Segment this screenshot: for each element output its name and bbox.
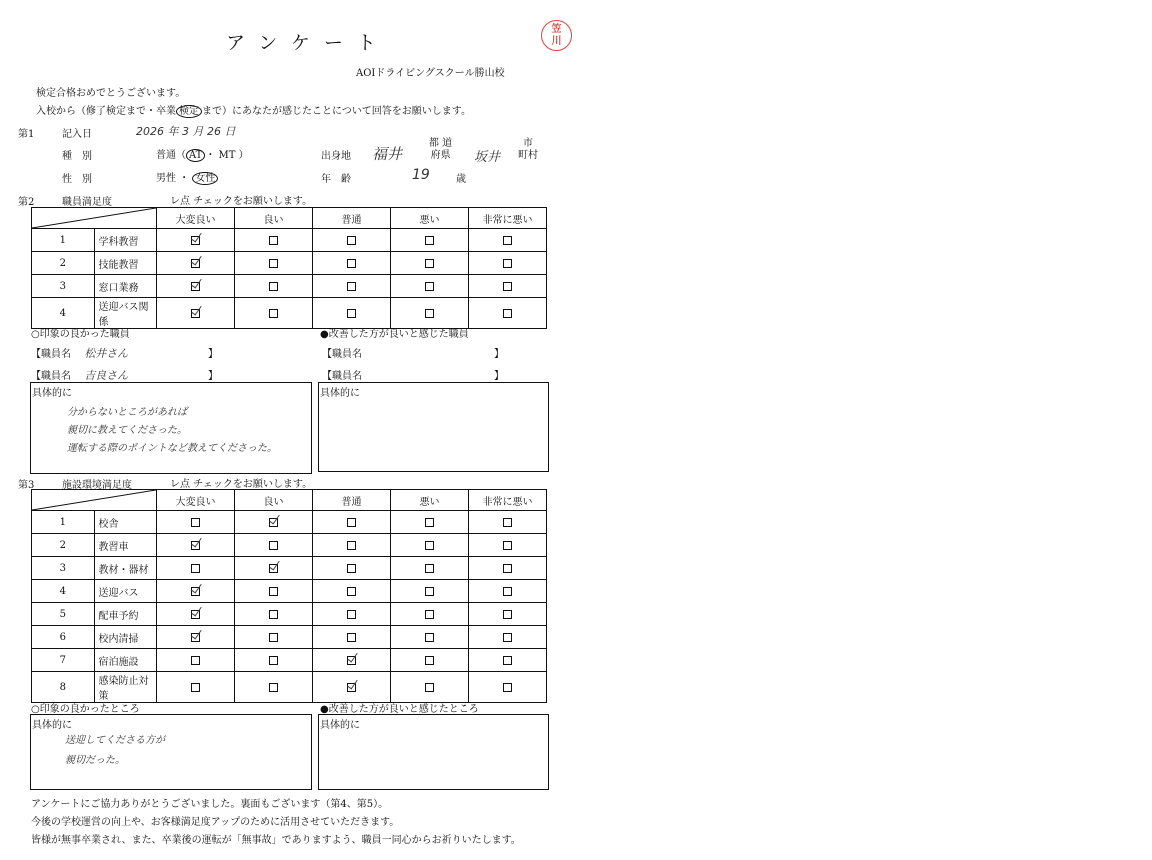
intro-circled-option: 検定 — [176, 105, 202, 118]
table-corner — [32, 490, 157, 511]
checkbox[interactable] — [425, 541, 434, 550]
facility-bad-details-box — [318, 714, 549, 790]
row-number: 3 — [32, 275, 95, 298]
table-row — [32, 557, 547, 580]
details-label: 具体的に — [32, 388, 72, 399]
rating-cell[interactable] — [157, 511, 235, 534]
age-unit: 歳 — [456, 174, 466, 185]
col-header: 非常に悪い — [469, 490, 547, 511]
checkbox[interactable] — [503, 610, 512, 619]
staff-label: 【職員名 — [31, 371, 71, 382]
checked-checkbox[interactable] — [191, 541, 200, 550]
checkbox[interactable] — [503, 587, 512, 596]
section3-bad-heading: ●改善した方が良いと感じたところ — [320, 704, 479, 715]
row-number: 1 — [32, 511, 95, 534]
row-label: 配車予約 — [94, 603, 157, 626]
pref-unit-bottom: 府県 — [430, 150, 451, 161]
footer-line2: 今後の学校運営の向上や、お客様満足度アップのために活用させていただきます。 — [31, 817, 400, 828]
row-label: 感染防止対策 — [94, 672, 157, 703]
checkbox[interactable] — [425, 518, 434, 527]
rating-cell[interactable] — [469, 580, 547, 603]
checkbox[interactable] — [347, 610, 356, 619]
good-staff-name: 吉良さん — [84, 369, 129, 382]
checkbox[interactable] — [425, 236, 434, 245]
checked-checkbox[interactable] — [347, 683, 356, 692]
details-line: 送迎してくださる方が — [65, 735, 165, 746]
rating-cell[interactable] — [235, 229, 313, 252]
row-label: 校舎 — [94, 511, 157, 534]
checkbox[interactable] — [425, 259, 434, 268]
checkbox[interactable] — [503, 518, 512, 527]
checkbox[interactable] — [425, 564, 434, 573]
rating-cell[interactable] — [469, 649, 547, 672]
rating-cell[interactable] — [469, 298, 547, 329]
row-label: 技能教習 — [94, 252, 157, 275]
rating-cell[interactable] — [469, 603, 547, 626]
rating-cell[interactable] — [469, 557, 547, 580]
checkbox[interactable] — [503, 656, 512, 665]
intro-line2-post: まで）にあなたが感じたことについて回答をお願いします。 — [202, 106, 471, 117]
section3-instruction: レ点 チェックをお願いします。 — [170, 479, 313, 490]
checked-checkbox[interactable] — [191, 282, 200, 291]
section2-title: 職員満足度 — [62, 197, 112, 208]
rating-cell[interactable] — [469, 672, 547, 703]
section1-label: 第1 — [18, 129, 35, 140]
checked-checkbox[interactable] — [191, 236, 200, 245]
rating-cell[interactable] — [391, 603, 469, 626]
rating-cell[interactable] — [391, 252, 469, 275]
intro-line1: 検定合格おめでとうございます。 — [36, 88, 186, 99]
section2-bad-heading: ●改善した方が良いと感じた職員 — [320, 329, 469, 340]
checked-checkbox[interactable] — [269, 564, 278, 573]
rating-cell[interactable] — [313, 672, 391, 703]
staff-satisfaction-table — [31, 207, 547, 329]
row-label: 教習車 — [94, 534, 157, 557]
details-label: 具体的に — [320, 720, 360, 731]
rating-cell[interactable] — [157, 252, 235, 275]
rating-cell[interactable] — [391, 275, 469, 298]
checkbox[interactable] — [269, 633, 278, 642]
checked-checkbox[interactable] — [191, 610, 200, 619]
bad-staff-line-1: 【職員名 — [322, 349, 362, 360]
gender-pre: 男性 ・ — [156, 173, 190, 184]
rating-cell[interactable] — [235, 252, 313, 275]
rating-cell[interactable] — [313, 603, 391, 626]
rating-cell[interactable] — [235, 649, 313, 672]
gender-circled-option: 女性 — [192, 172, 218, 185]
gender-options — [156, 169, 218, 184]
seal-stamp-text: 笠川 — [551, 23, 562, 47]
col-header: 悪い — [391, 208, 469, 229]
checkbox[interactable] — [425, 656, 434, 665]
rating-cell[interactable] — [391, 298, 469, 329]
type-post: ・ MT ） — [205, 150, 249, 161]
details-line: 運転する際のポイントなど教えてくださった。 — [67, 443, 277, 454]
checkbox[interactable] — [347, 236, 356, 245]
origin-label: 出身地 — [321, 151, 351, 162]
age-label: 年 齢 — [321, 174, 351, 185]
section2-label: 第2 — [18, 197, 35, 208]
rating-cell[interactable] — [157, 603, 235, 626]
row-number: 4 — [32, 298, 95, 329]
col-header: 悪い — [391, 490, 469, 511]
col-header: 大変良い — [157, 208, 235, 229]
rating-cell[interactable] — [157, 649, 235, 672]
row-label: 送迎バス — [94, 580, 157, 603]
checkbox[interactable] — [347, 541, 356, 550]
rating-cell[interactable] — [235, 672, 313, 703]
checkbox[interactable] — [191, 518, 200, 527]
staff-close: 】 — [494, 371, 504, 382]
origin-pref-unit — [429, 138, 452, 162]
checkbox[interactable] — [191, 683, 200, 692]
checkbox[interactable] — [503, 309, 512, 318]
checkbox[interactable] — [347, 518, 356, 527]
rating-cell[interactable] — [235, 603, 313, 626]
row-number: 4 — [32, 580, 95, 603]
rating-cell[interactable] — [313, 626, 391, 649]
rating-cell[interactable] — [313, 298, 391, 329]
col-header: 非常に悪い — [469, 208, 547, 229]
gender-label: 性 別 — [62, 174, 92, 185]
staff-good-details-box — [30, 382, 312, 474]
checkbox[interactable] — [347, 633, 356, 642]
rating-cell[interactable] — [235, 557, 313, 580]
pref-unit-top: 都 道 — [429, 138, 453, 149]
staff-close: 】 — [208, 349, 218, 360]
age-value: 19 — [412, 167, 430, 183]
row-label: 学科教習 — [94, 229, 157, 252]
rating-cell[interactable] — [157, 557, 235, 580]
rating-cell[interactable] — [157, 580, 235, 603]
rating-cell[interactable] — [235, 534, 313, 557]
rating-cell[interactable] — [235, 511, 313, 534]
rating-cell[interactable] — [313, 580, 391, 603]
checkbox[interactable] — [269, 309, 278, 318]
staff-bad-details-box — [318, 382, 549, 472]
rating-cell[interactable] — [235, 580, 313, 603]
page-title: アンケート — [226, 32, 390, 54]
intro-line2-pre: 入校から（修了検定まで・卒業 — [36, 106, 176, 117]
col-header: 大変良い — [157, 490, 235, 511]
details-label: 具体的に — [320, 388, 360, 399]
col-header: 普通 — [313, 490, 391, 511]
facility-good-details-box — [30, 714, 312, 790]
table-row — [32, 603, 547, 626]
checkbox[interactable] — [191, 656, 200, 665]
row-number: 2 — [32, 252, 95, 275]
seal-stamp — [541, 20, 572, 51]
type-pre: 普通（ — [156, 150, 186, 161]
rating-cell[interactable] — [235, 298, 313, 329]
rating-cell[interactable] — [235, 275, 313, 298]
table-corner — [32, 208, 157, 229]
good-staff-line-2 — [31, 367, 128, 383]
rating-cell[interactable] — [391, 511, 469, 534]
rating-cell[interactable] — [313, 275, 391, 298]
rating-cell[interactable] — [157, 534, 235, 557]
checkbox[interactable] — [425, 282, 434, 291]
col-header: 良い — [235, 490, 313, 511]
checkbox[interactable] — [347, 587, 356, 596]
good-staff-name: 松井さん — [84, 347, 129, 360]
row-label: 窓口業務 — [94, 275, 157, 298]
good-staff-line-1 — [31, 345, 128, 361]
table-row — [32, 649, 547, 672]
section3-title: 施設環境満足度 — [62, 480, 132, 491]
checkbox[interactable] — [347, 309, 356, 318]
section3-good-heading: ○印象の良かったところ — [31, 704, 140, 715]
col-header: 良い — [235, 208, 313, 229]
checkbox[interactable] — [425, 610, 434, 619]
school-name: AOIドライビングスクール勝山校 — [356, 68, 505, 79]
details-line: 親切に教えてくださった。 — [67, 425, 187, 436]
intro-line2 — [36, 102, 471, 117]
table-row — [32, 252, 547, 275]
table-row — [32, 229, 547, 252]
checkbox[interactable] — [269, 683, 278, 692]
rating-cell[interactable] — [469, 229, 547, 252]
checkbox[interactable] — [425, 587, 434, 596]
details-label: 具体的に — [32, 720, 72, 731]
city-unit-top: 市 — [523, 138, 533, 149]
rating-cell[interactable] — [313, 511, 391, 534]
rating-cell[interactable] — [313, 252, 391, 275]
table-row — [32, 580, 547, 603]
checkbox[interactable] — [425, 683, 434, 692]
bad-staff-line-2: 【職員名 — [322, 371, 362, 382]
rating-cell[interactable] — [469, 511, 547, 534]
city-unit-bottom: 町村 — [518, 150, 538, 161]
rating-cell[interactable] — [235, 626, 313, 649]
rating-cell[interactable] — [391, 649, 469, 672]
table-row — [32, 298, 547, 329]
origin-city-unit — [518, 138, 538, 162]
checkbox[interactable] — [347, 564, 356, 573]
checked-checkbox[interactable] — [191, 587, 200, 596]
section2-instruction: レ点 チェックをお願いします。 — [170, 196, 313, 207]
row-label: 宿泊施設 — [94, 649, 157, 672]
rating-cell[interactable] — [157, 672, 235, 703]
checkbox[interactable] — [269, 259, 278, 268]
staff-close: 】 — [208, 371, 218, 382]
row-number: 8 — [32, 672, 95, 703]
checked-checkbox[interactable] — [347, 656, 356, 665]
row-label: 教材・器材 — [94, 557, 157, 580]
rating-cell[interactable] — [313, 534, 391, 557]
license-type — [156, 146, 249, 161]
rating-cell[interactable] — [469, 275, 547, 298]
checkbox[interactable] — [503, 282, 512, 291]
rating-cell[interactable] — [157, 275, 235, 298]
rating-cell[interactable] — [391, 534, 469, 557]
table-row — [32, 534, 547, 557]
row-label: 送迎バス関係 — [94, 298, 157, 329]
checked-checkbox[interactable] — [269, 518, 278, 527]
checkbox[interactable] — [269, 587, 278, 596]
rating-cell[interactable] — [391, 626, 469, 649]
rating-cell[interactable] — [313, 649, 391, 672]
rating-cell[interactable] — [157, 229, 235, 252]
row-number: 5 — [32, 603, 95, 626]
staff-close: 】 — [494, 349, 504, 360]
col-header: 普通 — [313, 208, 391, 229]
checkbox[interactable] — [425, 633, 434, 642]
row-number: 1 — [32, 229, 95, 252]
checkbox[interactable] — [503, 259, 512, 268]
date-label: 記入日 — [62, 129, 92, 140]
type-label: 種 別 — [62, 151, 92, 162]
rating-cell[interactable] — [469, 252, 547, 275]
origin-pref: 福井 — [372, 145, 403, 163]
table-row — [32, 511, 547, 534]
origin-city: 坂井 — [474, 150, 501, 165]
details-line: 分からないところがあれば — [67, 407, 187, 418]
checked-checkbox[interactable] — [191, 633, 200, 642]
rating-cell[interactable] — [469, 534, 547, 557]
staff-label: 【職員名 — [31, 349, 71, 360]
rating-cell[interactable] — [157, 626, 235, 649]
checkbox[interactable] — [425, 309, 434, 318]
checkbox[interactable] — [269, 282, 278, 291]
rating-cell[interactable] — [391, 557, 469, 580]
checkbox[interactable] — [269, 656, 278, 665]
table-row — [32, 275, 547, 298]
row-number: 2 — [32, 534, 95, 557]
row-number: 7 — [32, 649, 95, 672]
rating-cell[interactable] — [391, 580, 469, 603]
checkbox[interactable] — [503, 633, 512, 642]
checkbox[interactable] — [347, 282, 356, 291]
rating-cell[interactable] — [157, 298, 235, 329]
footer-line3: 皆様が無事卒業され、また、卒業後の運転が「無事故」でありますよう、職員一同心からお祈りいたします。 — [31, 835, 521, 846]
type-circled-option: AT — [186, 149, 205, 162]
row-number: 3 — [32, 557, 95, 580]
checkbox[interactable] — [269, 610, 278, 619]
checked-checkbox[interactable] — [191, 309, 200, 318]
checkbox[interactable] — [503, 564, 512, 573]
checkbox[interactable] — [503, 236, 512, 245]
rating-cell[interactable] — [313, 229, 391, 252]
checkbox[interactable] — [269, 236, 278, 245]
date-value: 2026 年 3 月 26 日 — [136, 125, 236, 138]
facility-satisfaction-table — [31, 489, 547, 703]
table-row — [32, 626, 547, 649]
row-number: 6 — [32, 626, 95, 649]
section2-good-heading: ○印象の良かった職員 — [31, 329, 130, 340]
checked-checkbox[interactable] — [191, 259, 200, 268]
row-label: 校内清掃 — [94, 626, 157, 649]
checkbox[interactable] — [503, 541, 512, 550]
checkbox[interactable] — [269, 541, 278, 550]
section3-label: 第3 — [18, 480, 35, 491]
checkbox[interactable] — [347, 259, 356, 268]
details-line: 親切だった。 — [65, 755, 125, 766]
checkbox[interactable] — [503, 683, 512, 692]
rating-cell[interactable] — [391, 672, 469, 703]
footer-line1: アンケートにご協力ありがとうございました。裏面もございます（第4、第5）。 — [31, 799, 389, 810]
rating-cell[interactable] — [313, 557, 391, 580]
table-row — [32, 672, 547, 703]
checkbox[interactable] — [191, 564, 200, 573]
rating-cell[interactable] — [469, 626, 547, 649]
rating-cell[interactable] — [391, 229, 469, 252]
